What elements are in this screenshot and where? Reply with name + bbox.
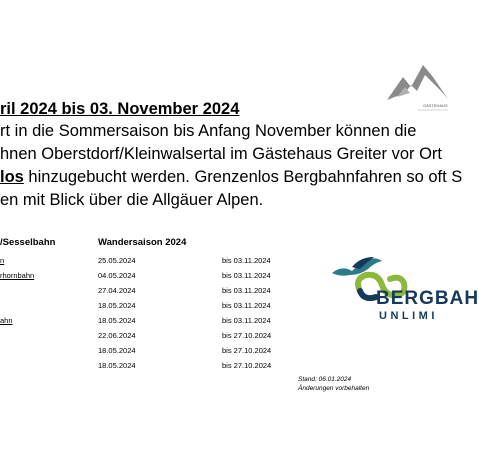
row-start: 18.05.2024 [98,301,136,310]
stand-date: Stand: 06.01.2024 [298,376,352,383]
row-end: bis 03.11.2024 [222,286,271,295]
paragraph-line-2: hnen Oberstdorf/Kleinwalsertal im Gästehaus Greiter vor Ort [0,145,443,163]
table-header-lift: /Sesselbahn [0,237,56,248]
row-start: 22.06.2024 [98,331,136,340]
brand-word: BERGBAH [376,288,479,309]
row-start: 18.05.2024 [98,316,136,325]
stand-note: Änderungen vorbehalten [298,385,370,392]
row-end: bis 03.11.2024 [222,256,271,265]
paragraph-line-1: rt in die Sommersaison bis Anfang November können die [0,122,417,140]
table-header-season: Wandersaison 2024 [98,237,187,248]
mountain-icon [385,55,450,115]
row-end: bis 03.11.2024 [222,271,271,280]
row-end: bis 27.10.2024 [222,331,272,340]
paragraph-line-3-rest: hinzugebucht werden. Grenzenlos Bergbahnfahren so oft S [23,168,463,186]
row-start: 18.05.2024 [98,361,136,370]
guesthouse-logo-text: GÄSTEHAUS [423,103,448,108]
row-start: 25.05.2024 [98,256,136,265]
row-end: bis 27.10.2024 [222,361,272,370]
paragraph-line-3 [0,166,462,188]
season-heading: ril 2024 bis 03. November 2024 [0,100,240,118]
brand-sub: UNLIMI [379,310,438,322]
row-end: bis 03.11.2024 [222,316,271,325]
row-start: 04.05.2024 [98,271,136,280]
row-end: bis 27.10.2024 [222,346,272,355]
row-name: n [0,256,5,265]
row-end: bis 03.11.2024 [222,301,271,310]
guesthouse-logo [385,55,450,120]
row-name: rhornbahn [0,271,35,280]
paragraph-bold-word: los [0,168,24,186]
paragraph-line-4: en mit Blick über die Allgäuer Alpen. [0,191,264,209]
row-start: 18.05.2024 [98,346,136,355]
row-start: 27.04.2024 [98,286,136,295]
row-name: ahn [0,316,13,325]
